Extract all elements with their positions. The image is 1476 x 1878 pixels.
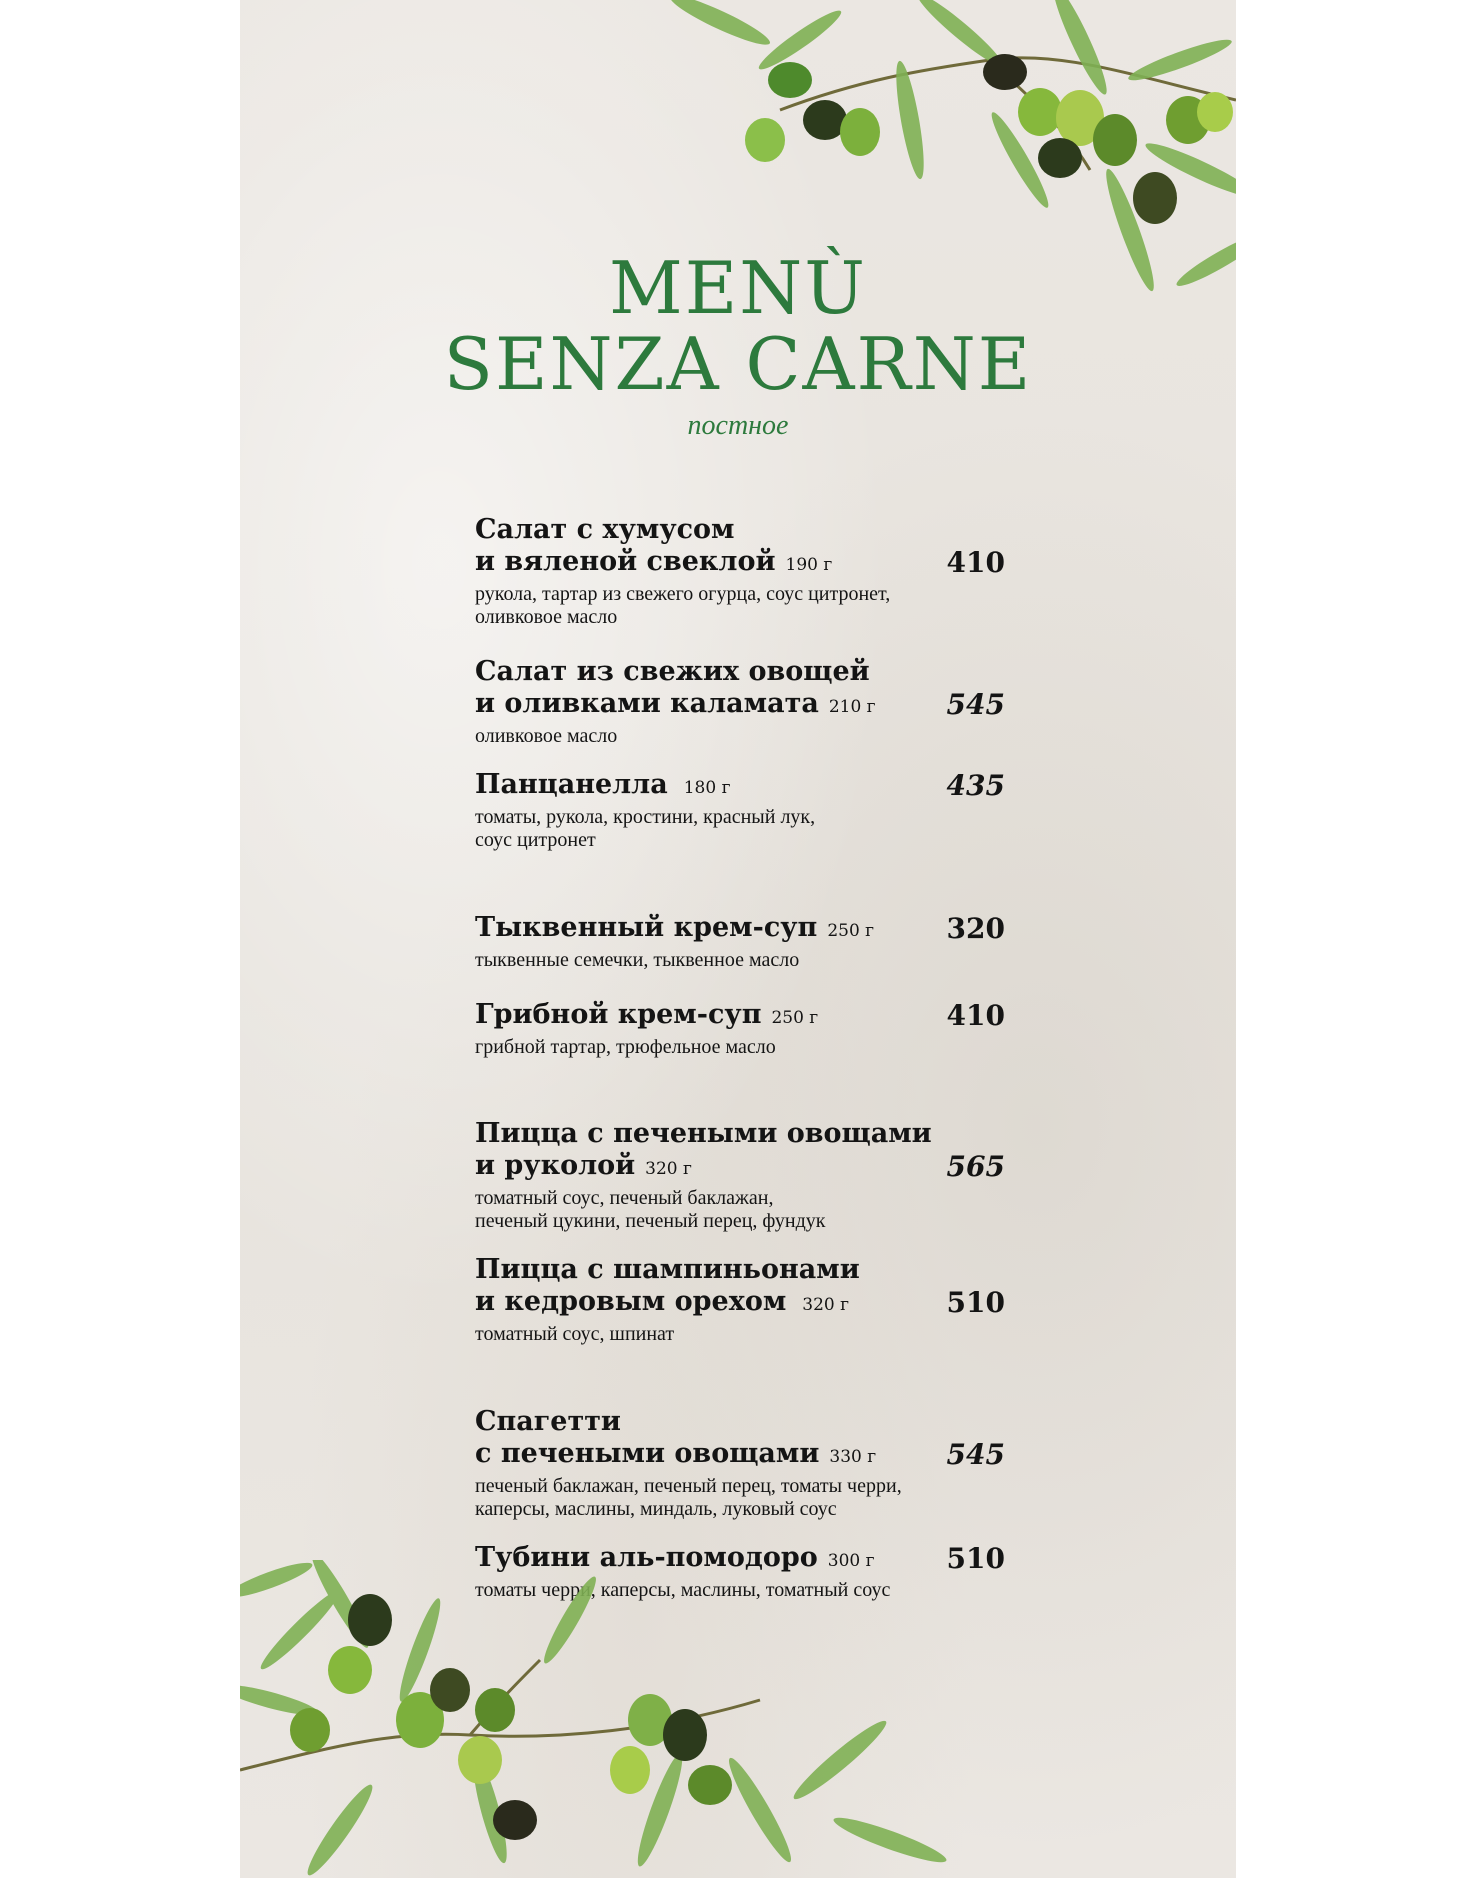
item-price: 510: [946, 1286, 1005, 1319]
item-description-line2: каперсы, маслины, миндаль, луковый соус: [475, 1498, 837, 1520]
item-name-text: и вяленой свеклой: [475, 546, 776, 577]
item-weight: 210 г: [828, 697, 876, 717]
item-name-line1: Спагетти: [475, 1406, 621, 1437]
item-name-text: и руколой: [475, 1150, 636, 1181]
item-description-line1: тыквенные семечки, тыквенное масло: [475, 949, 800, 971]
item-weight: 320 г: [802, 1295, 850, 1315]
item-price: 510: [946, 1542, 1005, 1575]
item-name-line2: [475, 688, 925, 723]
item-description-line1: грибной тартар, трюфельное масло: [475, 1036, 776, 1058]
menu-item: [475, 514, 1005, 629]
menu-title-line1: MENÙ: [609, 246, 867, 330]
item-name-text: Тубини аль-помодоро: [475, 1542, 818, 1573]
item-name-line1: Пицца с шампиньонами: [475, 1254, 860, 1285]
item-name-line1: [475, 999, 925, 1034]
menu-item: [475, 1118, 1005, 1233]
item-name-line1: Салат из свежих овощей: [475, 656, 870, 687]
item-price: 545: [946, 688, 1005, 721]
item-name-line1: [475, 912, 925, 947]
item-price: 410: [946, 546, 1005, 579]
item-description-line2: печеный цукини, печеный перец, фундук: [475, 1210, 826, 1232]
menu-title-line2: SENZA CARNE: [443, 322, 1033, 406]
item-weight: 330 г: [829, 1447, 877, 1467]
item-name-line1: Пицца с печеными овощами: [475, 1118, 932, 1149]
item-name-line1: [475, 769, 925, 804]
item-name-text: Панцанелла: [475, 769, 668, 800]
item-weight: 190 г: [785, 555, 833, 575]
menu-item: [475, 1406, 1005, 1521]
item-description-line2: оливковое масло: [475, 606, 618, 628]
menu-item: [475, 999, 1005, 1059]
menu-item: [475, 912, 1005, 972]
olive-branch-bottom-decoration: [240, 1560, 960, 1878]
item-weight: 180 г: [683, 778, 731, 798]
item-price: 320: [946, 912, 1005, 945]
item-description-line1: томаты черри, каперсы, маслины, томатный соус: [475, 1579, 891, 1601]
item-name-line2: [475, 1150, 925, 1185]
item-name-line2: [475, 1286, 925, 1321]
item-price: 545: [946, 1438, 1005, 1471]
item-weight: 250 г: [827, 921, 875, 941]
item-weight: 250 г: [771, 1008, 819, 1028]
item-price: 435: [946, 769, 1005, 802]
item-description-line1: томатный соус, печеный баклажан,: [475, 1187, 774, 1209]
item-description-line1: рукола, тартар из свежего огурца, соус цитронет,: [475, 583, 891, 605]
item-name-line1: Салат с хумусом: [475, 514, 735, 545]
menu-title-block: [240, 246, 1236, 442]
item-description-line1: печеный баклажан, печеный перец, томаты черри,: [475, 1475, 902, 1497]
item-name-line2: [475, 546, 925, 581]
item-price: 410: [946, 999, 1005, 1032]
item-description-line1: томаты, рукола, кростини, красный лук,: [475, 806, 816, 828]
item-description-line1: томатный соус, шпинат: [475, 1323, 675, 1345]
menu-item: [475, 769, 1005, 852]
item-name-text: Грибной крем-суп: [475, 999, 762, 1030]
item-name-text: и кедровым орехом: [475, 1286, 787, 1317]
item-description-line2: соус цитронет: [475, 829, 596, 851]
item-description-line1: оливковое масло: [475, 725, 618, 747]
item-price: 565: [946, 1150, 1005, 1183]
menu-item: [475, 656, 1005, 748]
item-name-line2: [475, 1438, 925, 1473]
menu-subtitle: постное: [687, 410, 789, 441]
menu-item: [475, 1254, 1005, 1346]
item-weight: 300 г: [827, 1551, 875, 1571]
item-name-text: с печеными овощами: [475, 1438, 820, 1469]
menu-card: [240, 0, 1236, 1878]
item-name-text: Тыквенный крем-суп: [475, 912, 818, 943]
item-name-text: и оливками каламата: [475, 688, 819, 719]
item-weight: 320 г: [645, 1159, 692, 1179]
